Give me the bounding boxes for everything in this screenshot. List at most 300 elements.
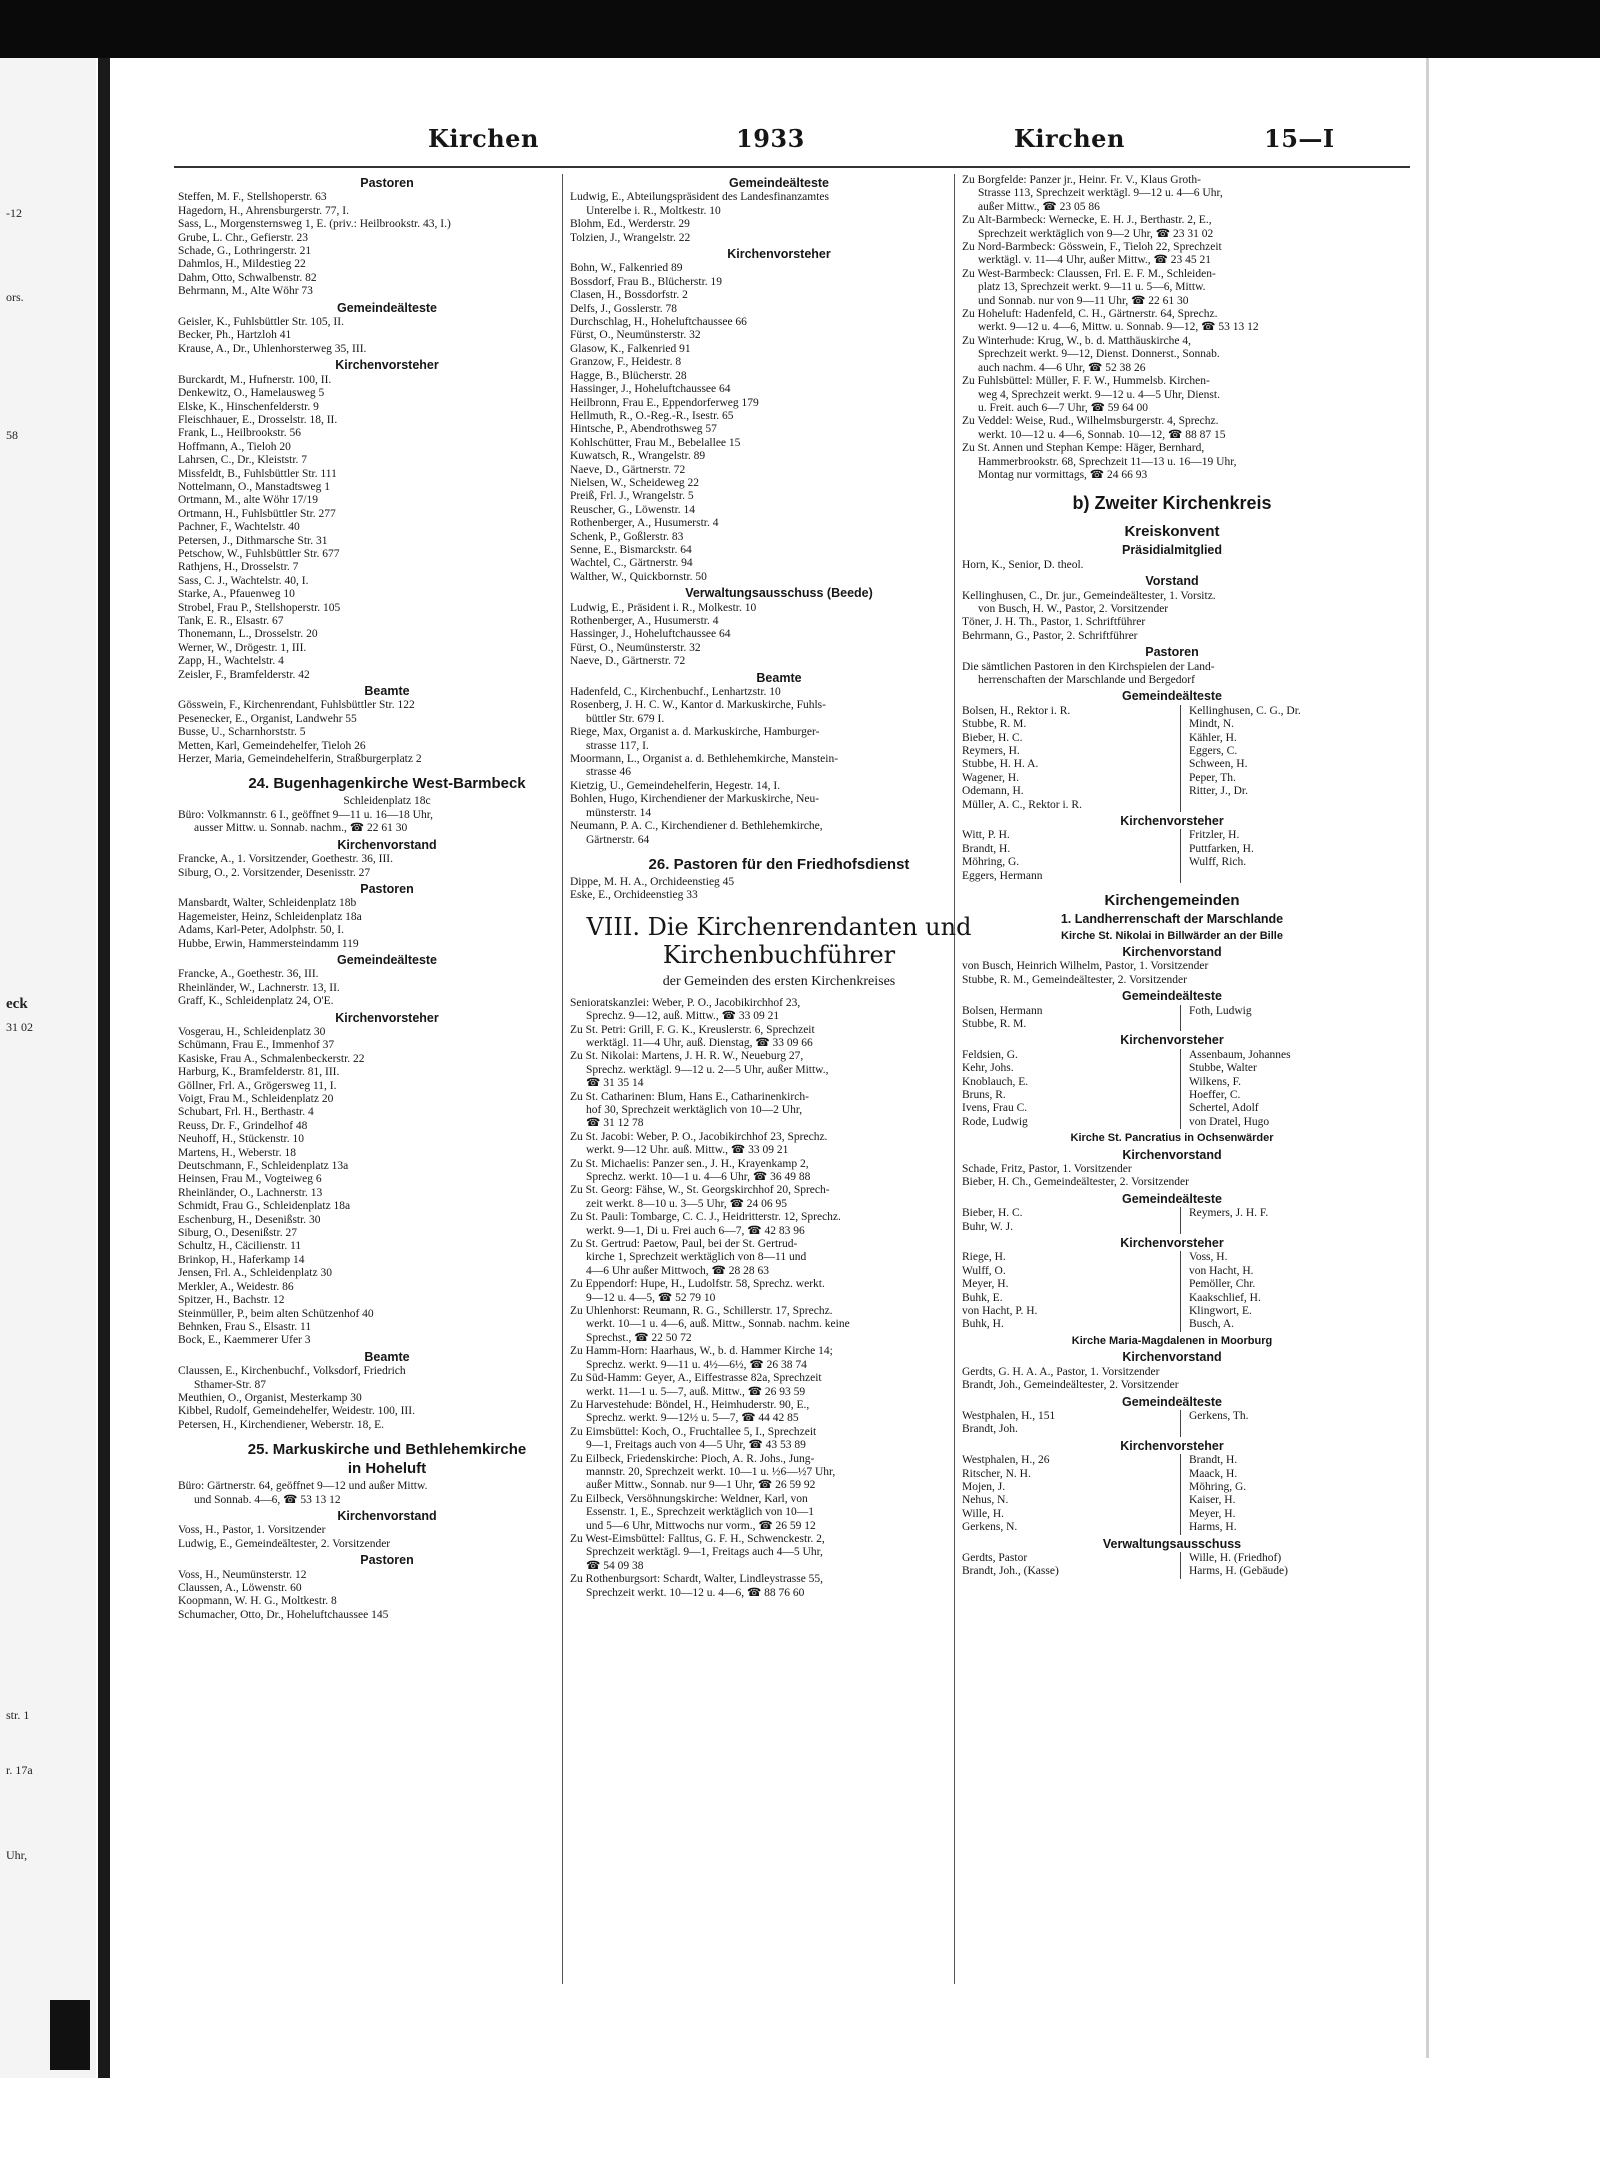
entry-line: platz 13, Sprechzeit werkt. 9—11 u. 5—6, Mittw. — [978, 281, 1206, 294]
entry-line: Schween, H. — [1189, 758, 1248, 771]
entry-line: Elske, K., Hinschenfelderstr. 9 — [178, 400, 319, 413]
entry-line: Jensen, Frl. A., Schleidenplatz 30 — [178, 1267, 332, 1280]
entry-line: mannstr. 20, Sprechzeit werkt. 10—1 u. ½6—½7 Uhr, — [586, 1465, 836, 1478]
entry-line: Fürst, O., Neumünsterstr. 32 — [570, 329, 701, 342]
entry-line: strasse 46 — [586, 766, 632, 779]
entry-line: Eske, E., Orchideenstieg 33 — [570, 889, 698, 902]
entry-line: Rothenberger, A., Husumerstr. 4 — [570, 517, 719, 530]
entry-line: Fleischhauer, E., Drosselstr. 18, II. — [178, 413, 338, 426]
entry-line: Wachtel, C., Gärtnerstr. 94 — [570, 557, 693, 570]
entry-line: Schertel, Adolf — [1189, 1102, 1259, 1115]
entry-line: Gerdts, Pastor — [962, 1551, 1028, 1564]
entry-line: Zu Uhlenhorst: Reumann, R. G., Schillerstr. 17, Sprechz. — [570, 1305, 833, 1318]
section-heading: Verwaltungsausschuss (Beede) — [685, 586, 873, 601]
entry-line: Ivens, Frau C. — [962, 1102, 1028, 1115]
entry-line: Hintsche, P., Abendrothsweg 57 — [570, 423, 717, 436]
list-left — [962, 705, 1181, 812]
entry-line: Witt, P. H. — [962, 829, 1010, 842]
entry-line: Thonemann, L., Drosselstr. 20 — [178, 628, 318, 641]
margin-fragment: eck — [6, 996, 28, 1012]
entry-line: Bolsen, H., Rektor i. R. — [962, 704, 1071, 717]
entry-line: Heilbronn, Frau E., Eppendorferweg 179 — [570, 396, 759, 409]
list-left — [962, 1005, 1181, 1032]
entry-line: Dahm, Otto, Schwalbenstr. 82 — [178, 271, 317, 284]
entry-line: Sprechzeit werkt. 10—12 u. 4—6, ☎ 88 76 60 — [586, 1586, 805, 1599]
entry-line: weg 4, Sprechzeit werkt. 9—12 u. 4—5 Uhr, Dienst. — [978, 388, 1220, 401]
entry-line: Buhr, W. J. — [962, 1220, 1013, 1233]
entry-line: Dippe, M. H. A., Orchideenstieg 45 — [570, 875, 735, 888]
entry-line: Voigt, Frau M., Schleidenplatz 20 — [178, 1093, 334, 1105]
entry-line: Bock, E., Kaemmerer Ufer 3 — [178, 1334, 311, 1347]
entry-line: Zu Eilbeck, Friedenskirche: Pioch, A. R. Johs., Jung- — [570, 1452, 815, 1465]
entry-line: werktägl. 11—4 Uhr, auß. Dienstag, ☎ 33 09 66 — [586, 1036, 813, 1049]
entry-line: Mojen, J. — [962, 1480, 1006, 1493]
entry-line: Ludwig, E., Abteilungspräsident des Landesfinanzamtes — [570, 191, 830, 204]
entry-line: Schmidt, Frau G., Schleidenplatz 18a — [178, 1200, 351, 1213]
entry-line: Rode, Ludwig — [962, 1115, 1028, 1128]
entry-line: und 5—6 Uhr, Mittwochs nur vorm., ☎ 26 59 12 — [586, 1519, 816, 1532]
entry-line: Fürst, O., Neumünsterstr. 32 — [570, 641, 701, 654]
entry-line: Wille, H. (Friedhof) — [1189, 1551, 1282, 1564]
entry-line: Westphalen, H., 26 — [962, 1454, 1050, 1467]
entry-line: Hadenfeld, C., Kirchenbuchf., Lenhartzstr. 10 — [570, 686, 781, 699]
entry-line: Preiß, Frl. J., Wrangelstr. 5 — [570, 490, 694, 503]
entry-line: Zu Hamm-Horn: Haarhaus, W., b. d. Hammer Kirche 14; — [570, 1345, 833, 1358]
entry-line: Kietzig, U., Gemeindehelferin, Hegestr. 14, I. — [570, 779, 781, 792]
entry-line: werkt. 10—12 u. 4—6, Sonnab. 10—12, ☎ 88 87 15 — [978, 428, 1226, 441]
section-heading: Kirchenvorsteher — [727, 247, 831, 262]
entry-line: Essenstr. 1, E., Sprechzeit werktäglich von 10—1 — [586, 1506, 815, 1519]
entry-line: Bieber, H. C. — [962, 1207, 1023, 1220]
margin-fragment: Uhr, — [6, 1848, 28, 1862]
entry-line: Steffen, M. F., Stellshoperstr. 63 — [178, 191, 327, 204]
entry-line: Strobel, Frau P., Stellshoperstr. 105 — [178, 601, 341, 614]
entry-line: Zu Eppendorf: Hupe, H., Ludolfstr. 58, Sprechz. werkt. — [570, 1278, 825, 1291]
section-title: 25. Markuskirche und Bethlehemkirche — [247, 1441, 527, 1459]
chapter-subtitle: der Gemeinden des ersten Kirchenkreises — [662, 973, 896, 989]
entry-line: Fritzler, H. — [1189, 829, 1240, 842]
entry-line: Sprechz. werkt. 10—1 u. 4—6 Uhr, ☎ 36 49 88 — [586, 1171, 811, 1183]
entry-line: Wilkens, F. — [1189, 1075, 1241, 1088]
entry-line: Vosgerau, H., Schleidenplatz 30 — [178, 1025, 326, 1038]
entry-line: kirche 1, Sprechzeit werktäglich von 8—11 und — [586, 1251, 807, 1264]
chapter-title: VIII. Die Kirchenrendanten und — [586, 912, 972, 941]
entry-line: Zu St. Georg: Fähse, W., St. Georgskirchhof 20, Sprech- — [570, 1184, 830, 1197]
entry-line: Stubbe, Walter — [1189, 1062, 1257, 1075]
entry-line: Kuwatsch, R., Wrangelstr. 89 — [570, 450, 706, 463]
entry-line: Siburg, O., Desenißstr. 27 — [178, 1227, 297, 1240]
entry-line: werkt. 10—1 u. 4—6, auß. Mittw., Sonnab. nachm. keine — [586, 1318, 850, 1331]
entry-line: Sprechz. werkt. 9—11 u. 4½—6½, ☎ 26 38 74 — [586, 1358, 807, 1371]
entry-line: Hubbe, Erwin, Hammersteindamm 119 — [178, 937, 359, 950]
section-heading: Gemeindeälteste — [728, 176, 830, 190]
section-heading: Kirchenvorsteher — [1120, 1438, 1224, 1453]
entry-line: Petersen, H., Kirchendiener, Weberstr. 18, E. — [178, 1418, 384, 1431]
margin-fragment: -12 — [6, 206, 22, 220]
entry-line: Schubart, Frl. H., Berthastr. 4 — [178, 1106, 314, 1119]
entry-line: Clasen, H., Bossdorfstr. 2 — [570, 289, 688, 302]
entry-line: Herzer, Maria, Gemeindehelferin, Straßburgerplatz 2 — [178, 753, 422, 766]
entry-line: Zu Winterhude: Krug, W., b. d. Matthäuskirche 4, — [962, 334, 1191, 347]
entry-line: Zu St. Pauli: Tombarge, C. C. J., Heidritterstr. 12, Sprechz. — [570, 1211, 841, 1224]
entry-line: Blohm, Ed., Werderstr. 29 — [570, 218, 690, 231]
entry-line: Zu Hoheluft: Hadenfeld, C. H., Gärtnerstr. 64, Sprechz. — [962, 308, 1218, 321]
section-heading: Kirchenvorstand — [1122, 1147, 1222, 1162]
entry-line: Tolzien, J., Wrangelstr. 22 — [570, 231, 691, 244]
entry-line: Missfeldt, B., Fuhlsbüttler Str. 111 — [178, 467, 337, 480]
section-heading: Kirchenvorstand — [1122, 1350, 1222, 1365]
entry-line: Reymers, H. — [962, 745, 1020, 758]
list-left — [962, 1207, 1181, 1234]
list-left — [962, 1454, 1181, 1534]
entry-line: Ritscher, N. H. — [962, 1467, 1031, 1480]
entry-line: Gösswein, F., Kirchenrendant, Fuhlsbüttler Str. 122 — [178, 699, 415, 712]
entry-line: Montag nur vormittags, ☎ 24 66 93 — [978, 468, 1148, 481]
entry-line: Meuthien, O., Organist, Mesterkamp 30 — [178, 1391, 362, 1404]
entry-line: Reymers, J. H. F. — [1189, 1207, 1269, 1220]
entry-line: Frank, L., Heilbrookstr. 56 — [178, 427, 301, 440]
section-heading: Kirchenvorstand — [337, 837, 437, 852]
entry-line: Reuscher, G., Löwenstr. 14 — [570, 503, 696, 516]
entry-line: Busch, A. — [1189, 1318, 1235, 1331]
entry-line: zeit werkt. 8—10 u. 3—5 Uhr, ☎ 24 06 95 — [586, 1197, 788, 1210]
entry-line: Bohlen, Hugo, Kirchendiener der Markuskirche, Neu- — [570, 793, 820, 806]
entry-line: Brandt, H. — [962, 842, 1011, 855]
entry-line: Brandt, Joh. — [962, 1423, 1018, 1436]
entry-line: Koopmann, W. H. G., Moltkestr. 8 — [178, 1595, 337, 1608]
entry-line: Delfs, J., Gosslerstr. 78 — [570, 302, 678, 315]
column-right — [962, 174, 1382, 1579]
list-left — [962, 829, 1181, 883]
entry-line: Meyer, H. — [962, 1278, 1009, 1291]
entry-line: Burckardt, M., Hufnerstr. 100, II. — [178, 373, 332, 386]
entry-line: Zu St. Michaelis: Panzer sen., J. H., Krayenkamp 2, — [570, 1157, 809, 1170]
list-left — [962, 1251, 1181, 1331]
entry-line: Claussen, E., Kirchenbuchf., Volksdorf, Friedrich — [178, 1365, 406, 1378]
entry-line: Rathjens, H., Drosselstr. 7 — [178, 561, 299, 574]
entry-line: Siburg, O., 2. Vorsitzender, Desenisstr. 27 — [178, 866, 371, 879]
entry-line: Buhk, H. — [962, 1318, 1004, 1331]
entry-line: Kohlschütter, Frau M., Bebelallee 15 — [570, 436, 741, 449]
two-column-list — [962, 1552, 1382, 1579]
section-heading: Gemeindeälteste — [1121, 1191, 1223, 1206]
entry-line: 9—1, Freitags auch von 4—5 Uhr, ☎ 43 53 89 — [586, 1439, 806, 1452]
entry-line: Knoblauch, E. — [962, 1075, 1029, 1088]
entry-line: werkt. 11—1 u. 5—7, auß. Mittw., ☎ 26 93 59 — [586, 1385, 806, 1398]
entry-line: Metten, Karl, Gemeindehelfer, Tieloh 26 — [178, 739, 366, 752]
section-heading: Beamte — [364, 684, 410, 699]
entry-line: Zu Alt-Barmbeck: Wernecke, E. H. J., Berthastr. 2, E., — [962, 214, 1212, 227]
section-heading: Präsidialmitglied — [1121, 543, 1223, 558]
entry-line: Riege, Max, Organist a. d. Markuskirche, Hamburger- — [570, 726, 820, 739]
entry-line: 4—6 Uhr außer Mittwoch, ☎ 28 28 63 — [586, 1264, 769, 1277]
entry-line: Harms, H. (Gebäude) — [1189, 1565, 1288, 1578]
entry-line: werkt. 9—1, Di u. Frei auch 6—7, ☎ 42 83 96 — [586, 1224, 805, 1237]
entry-line: Riege, H. — [962, 1251, 1006, 1264]
section-heading: Beamte — [364, 1349, 410, 1364]
entry-line: Zu West-Barmbeck: Claussen, Frl. E. F. M., Schleiden- — [962, 267, 1216, 280]
entry-line: Odemann, H. — [962, 785, 1024, 798]
list-right — [1181, 1410, 1249, 1437]
section-heading: Kirche St. Pancratius in Ochsenwärder — [1070, 1132, 1274, 1145]
entry-line: Reuss, Dr. F., Grindelhof 48 — [178, 1119, 308, 1132]
margin-fragment: str. 1 — [6, 1708, 30, 1722]
entry-line: Horn, K., Senior, D. theol. — [962, 558, 1084, 571]
entry-line: Bruns, R. — [962, 1088, 1006, 1101]
entry-line: Foth, Ludwig — [1189, 1004, 1252, 1017]
entry-line: werkt. 9—12 Uhr. auß. Mittw., ☎ 33 09 21 — [586, 1144, 789, 1157]
entry-line: Merkler, A., Weidestr. 86 — [178, 1280, 294, 1293]
scan-top-border — [0, 0, 1600, 58]
chapter-title: Kirchenbuchführer — [662, 940, 896, 969]
entry-line: 9—12 u. 4—5, ☎ 52 79 10 — [586, 1291, 716, 1304]
entry-line: Zu St. Gertrud: Paetow, Paul, bei der St. Gertrud- — [570, 1238, 798, 1251]
entry-line: Gerkens, N. — [962, 1521, 1018, 1534]
entry-line: Bossdorf, Frau B., Blücherstr. 19 — [570, 275, 723, 288]
entry-line: außer Mittw., ☎ 23 05 86 — [978, 200, 1100, 213]
entry-line: und Sonnab. 4—6, ☎ 53 13 12 — [194, 1493, 341, 1506]
entry-line: Dahmlos, H., Mildestieg 22 — [178, 258, 306, 271]
two-column-list — [962, 829, 1382, 883]
section-heading: Kirchenvorsteher — [1120, 814, 1224, 829]
section-heading: Kirchenvorsteher — [335, 358, 439, 373]
entry-line: u. Freit. auch 6—7 Uhr, ☎ 59 64 00 — [978, 401, 1149, 414]
entry-line: Eschenburg, H., Desenißstr. 30 — [178, 1213, 321, 1226]
entry-line: Schenk, P., Goßlerstr. 83 — [570, 530, 684, 543]
entry-line: Westphalen, H., 151 — [962, 1409, 1056, 1422]
entry-line: Kaiser, H. — [1189, 1494, 1236, 1507]
entry-line: Wulff, Rich. — [1189, 856, 1247, 869]
entry-line: Naeve, D., Gärtnerstr. 72 — [570, 655, 686, 668]
entry-line: ausser Mittw. u. Sonnab. nachm., ☎ 22 61 30 — [194, 822, 408, 835]
entry-line: Schumacher, Otto, Dr., Hoheluftchaussee 145 — [178, 1608, 389, 1621]
entry-line: Zu St. Petri: Grill, F. G. K., Kreuslerstr. 6, Sprechzeit — [570, 1023, 815, 1036]
list-right — [1181, 829, 1254, 883]
entry-line: Heinsen, Frau M., Vogteiweg 6 — [178, 1173, 322, 1186]
entry-line: Nehus, N. — [962, 1494, 1009, 1507]
entry-line: Sprechz. werktägl. 9—12 u. 2—5 Uhr, außer Mittw., — [586, 1063, 829, 1076]
entry-line: außer Mittw., Sonnab. nur 9—1 Uhr, ☎ 26 59 92 — [586, 1479, 816, 1492]
entry-line: Brinkop, H., Haferkamp 14 — [178, 1253, 305, 1266]
entry-line: Francke, A., 1. Vorsitzender, Goethestr. 36, III. — [178, 853, 394, 866]
entry-line: von Dratel, Hugo — [1189, 1115, 1270, 1128]
header-year: 1933 — [736, 124, 805, 153]
entry-line: Zapp, H., Wachtelstr. 4 — [178, 655, 284, 668]
entry-line: Werner, W., Drögestr. 1, III. — [178, 641, 307, 654]
entry-line: Meyer, H. — [1189, 1507, 1236, 1520]
column-middle — [570, 174, 988, 1600]
entry-line: Zu St. Nikolai: Martens, J. H. R. W., Neueburg 27, — [570, 1050, 804, 1063]
entry-line: herrenschaften der Marschlande und Bergedorf — [978, 674, 1195, 686]
entry-line: Bieber, H. Ch., Gemeindeältester, 2. Vorsitzender — [962, 1176, 1189, 1189]
entry-line: strasse 117, I. — [586, 739, 649, 752]
section-heading: Gemeindeälteste — [336, 952, 438, 967]
two-column-list — [962, 1049, 1382, 1129]
entry-line: Behnken, Frau S., Elsastr. 11 — [178, 1320, 312, 1333]
entry-line: Martens, H., Weberstr. 18 — [178, 1146, 296, 1159]
entry-line: Stubbe, R. M., Gemeindeältester, 2. Vorsitzender — [962, 973, 1187, 986]
section-heading: 1. Landherrenschaft der Marschlande — [1060, 912, 1284, 927]
section-heading: Verwaltungsausschuss — [1102, 1536, 1242, 1551]
entry-line: Buhk, E. — [962, 1291, 1003, 1304]
entry-line: Feldsien, G. — [962, 1048, 1018, 1061]
entry-line: Kehr, Johs. — [962, 1062, 1014, 1075]
entry-line: Voss, H., Pastor, 1. Vorsitzender — [178, 1524, 326, 1537]
entry-line: Hagemeister, Heinz, Schleidenplatz 18a — [178, 910, 362, 923]
entry-line: Wulff, O. — [962, 1264, 1006, 1277]
entry-line: Müller, A. C., Rektor i. R. — [962, 798, 1082, 811]
entry-line: Büro: Volkmannstr. 6 I., geöffnet 9—11 u. 16—18 Uhr, — [178, 808, 433, 821]
entry-line: Kasiske, Frau A., Schmalenbeckerstr. 22 — [178, 1052, 365, 1065]
list-right — [1181, 1251, 1261, 1331]
entry-line: Behrmann, M., Alte Wöhr 73 — [178, 285, 313, 298]
section-heading: Gemeindeälteste — [336, 300, 438, 315]
entry-line: Zu Harvestehude: Böndel, H., Heimhuderstr. 90, E., — [570, 1398, 810, 1411]
two-column-list — [962, 1410, 1382, 1437]
entry-line: Petersen, J., Dithmarsche Str. 31 — [178, 534, 328, 547]
entry-line: Schade, G., Lothringerstr. 21 — [178, 245, 312, 258]
entry-line: Hassinger, J., Hoheluftchaussee 64 — [570, 383, 731, 396]
entry-line: Sprechz. werkt. 9—12½ u. 5—7, ☎ 44 42 85 — [586, 1412, 799, 1425]
entry-line: Deutschmann, F., Schleidenplatz 13a — [178, 1160, 349, 1173]
entry-line: Rothenberger, A., Husumerstr. 4 — [570, 615, 719, 627]
entry-line: Petschow, W., Fuhlsbüttler Str. 677 — [178, 547, 340, 560]
entry-line: Büro: Gärtnerstr. 64, geöffnet 9—12 und außer Mittw. — [178, 1480, 428, 1493]
entry-line: Hoffmann, A., Tieloh 20 — [178, 440, 291, 453]
entry-line: Denkewitz, O., Hamelausweg 5 — [178, 387, 325, 400]
entry-line: Zu West-Eimsbüttel: Falltus, G. F. H., Schwenckestr. 2, — [570, 1532, 825, 1545]
list-right — [1181, 1049, 1291, 1129]
entry-line: Schade, Fritz, Pastor, 1. Vorsitzender — [962, 1163, 1132, 1175]
section-heading: Pastoren — [360, 1553, 414, 1568]
margin-fragment: ors. — [6, 290, 24, 304]
entry-line: Sthamer-Str. 87 — [194, 1378, 266, 1391]
entry-line: Lahrsen, C., Dr., Kleiststr. 7 — [178, 454, 308, 467]
entry-line: Nottelmann, O., Manstadtsweg 1 — [178, 480, 331, 493]
entry-line: Tank, E. R., Elsastr. 67 — [178, 615, 284, 627]
entry-line: Hoeffer, C. — [1189, 1088, 1241, 1101]
entry-line: Busse, U., Scharnhorststr. 5 — [178, 726, 306, 739]
list-left — [962, 1552, 1181, 1579]
entry-line: Bieber, H. C. — [962, 731, 1023, 744]
section-heading: Pastoren — [360, 176, 414, 190]
entry-line: Hellmuth, R., O.-Reg.-R., Isestr. 65 — [570, 409, 734, 422]
section-heading: Kirchenvorstand — [337, 1508, 437, 1523]
entry-line: Nielsen, W., Scheideweg 22 — [570, 476, 700, 489]
entry-line: von Hacht, H. — [1189, 1264, 1254, 1277]
entry-line: Pemöller, Chr. — [1189, 1278, 1256, 1291]
entry-line: Graff, K., Schleidenplatz 24, O'E. — [178, 995, 334, 1008]
entry-line: Durchschlag, H., Hoheluftchaussee 66 — [570, 316, 747, 329]
section-heading: Beamte — [756, 670, 802, 685]
entry-line: Zu St. Catharinen: Blum, Hans E., Catharinenkirch- — [570, 1090, 809, 1103]
section-heading: Pastoren — [360, 881, 414, 896]
entry-line: Sprechzeit werktäglich von 9—2 Uhr, ☎ 23 31 02 — [978, 227, 1214, 240]
entry-line: Möhring, G. — [962, 856, 1020, 869]
entry-line: Stubbe, H. H. A. — [962, 758, 1039, 771]
section-title: 24. Bugenhagenkirche West-Barmbeck — [248, 775, 526, 793]
section-address: Schleidenplatz 18c — [343, 795, 431, 808]
section-heading: Gemeindeälteste — [1121, 1394, 1223, 1409]
entry-line: ☎ 31 35 14 — [586, 1077, 644, 1090]
entry-line: Ortmann, H., Fuhlsbüttler Str. 277 — [178, 507, 336, 520]
entry-line: hof 30, Sprechzeit werktäglich von 10—2 Uhr, — [586, 1103, 803, 1116]
entry-line: Mansbardt, Walter, Schleidenplatz 18b — [178, 897, 357, 910]
entry-line: münsterstr. 14 — [586, 806, 652, 819]
entry-line: von Busch, H. W., Pastor, 2. Vorsitzender — [978, 602, 1169, 615]
entry-line: Glasow, K., Falkenried 91 — [570, 342, 691, 355]
entry-line: Hammerbrookstr. 68, Sprechzeit 11—13 u. 16—19 Uhr, — [978, 455, 1237, 468]
entry-line: Ortmann, M., alte Wöhr 17/19 — [178, 494, 318, 507]
entry-line: werktägl. v. 11—4 Uhr, außer Mittw., ☎ 23 45 21 — [978, 254, 1211, 267]
entry-line: auch nachm. 4—6 Uhr, ☎ 52 38 26 — [978, 361, 1146, 374]
entry-line: Zu Veddel: Weise, Rud., Wilhelmsburgerstr. 4, Sprechz. — [962, 415, 1219, 428]
entry-line: Zu Eilbeck, Versöhnungskirche: Weldner, Karl, von — [570, 1492, 808, 1505]
header-right: Kirchen — [1014, 124, 1125, 153]
list-right — [1181, 1005, 1252, 1032]
entry-line: Stubbe, R. M. — [962, 1017, 1027, 1030]
entry-line: Rheinländer, O., Lachnerstr. 13 — [178, 1186, 323, 1199]
entry-line: Schultz, H., Cäcilienstr. 11 — [178, 1240, 302, 1253]
two-column-list — [962, 1454, 1382, 1534]
entry-line: Sass, L., Morgensternsweg 1, E. (priv.: Heilbrookstr. 43, I.) — [178, 218, 451, 231]
entry-line: Sprechzeit werktägl. 9—1, Freitags auch 4—5 Uhr, — [586, 1546, 823, 1559]
entry-line: Zu Eimsbüttel: Koch, O., Fruchtallee 5, I., Sprechzeit — [570, 1425, 817, 1438]
entry-line: Claussen, A., Löwenstr. 60 — [178, 1582, 302, 1594]
entry-line: Zu Rothenburgsort: Schardt, Walter, Lindleystrasse 55, — [570, 1573, 824, 1586]
entry-line: Assenbaum, Johannes — [1189, 1048, 1291, 1061]
entry-line: Spitzer, H., Bachstr. 12 — [178, 1294, 285, 1307]
section-heading: Gemeindeälteste — [1121, 989, 1223, 1004]
entry-line: Walther, W., Quickbornstr. 50 — [570, 570, 707, 583]
entry-line: Voss, H. — [1189, 1251, 1228, 1264]
entry-line: Adams, Karl-Peter, Adolphstr. 50, I. — [178, 924, 344, 937]
entry-line: Harburg, K., Bramfelderstr. 81, III. — [178, 1066, 340, 1079]
entry-line: Granzow, F., Heidestr. 8 — [570, 356, 682, 369]
entry-line: Bolsen, Hermann — [962, 1004, 1043, 1017]
section-title: b) Zweiter Kirchenkreis — [1072, 493, 1272, 514]
section-heading: Kirchenvorsteher — [1120, 1236, 1224, 1251]
page-number: 15—I — [1264, 124, 1335, 153]
list-right — [1181, 1552, 1288, 1579]
entry-line: Moormann, L., Organist a. d. Bethlehemkirche, Manstein- — [570, 753, 839, 766]
entry-line: Ritter, J., Dr. — [1189, 785, 1248, 798]
directory-page — [114, 58, 1429, 2058]
entry-line: von Hacht, P. H. — [962, 1305, 1038, 1318]
entry-line: ☎ 31 12 78 — [586, 1117, 644, 1130]
entry-line: Voss, H., Neumünsterstr. 12 — [178, 1568, 307, 1581]
entry-line: Neumann, P. A. C., Kirchendiener d. Bethlehemkirche, — [570, 820, 823, 833]
entry-line: Gärtnerstr. 64 — [586, 833, 650, 846]
entry-line: Brandt, Joh., (Kasse) — [962, 1565, 1059, 1578]
entry-line: Steinmüller, P., beim alten Schützenhof 40 — [178, 1307, 374, 1320]
entry-line: Neuhoff, H., Stückenstr. 10 — [178, 1133, 304, 1146]
scan-artifact — [50, 2000, 90, 2070]
entry-line: Naeve, D., Gärtnerstr. 72 — [570, 463, 686, 476]
entry-line: Maack, H. — [1189, 1467, 1238, 1480]
entry-line: Becker, Ph., Hartzloh 41 — [178, 329, 292, 342]
entry-line: Zeisler, F., Bramfelderstr. 42 — [178, 668, 310, 681]
section-heading: Vorstand — [1145, 574, 1199, 589]
entry-line: Kähler, H. — [1189, 731, 1237, 744]
two-column-list — [962, 1251, 1382, 1331]
entry-line: Harms, H. — [1189, 1521, 1237, 1534]
entry-line: Klingwort, E. — [1189, 1305, 1252, 1318]
entry-line: Hagge, B., Blücherstr. 28 — [570, 369, 687, 382]
entry-line: Eggers, Hermann — [962, 869, 1043, 882]
margin-fragment: r. 17a — [6, 1763, 33, 1777]
entry-line: Mindt, N. — [1189, 718, 1235, 731]
